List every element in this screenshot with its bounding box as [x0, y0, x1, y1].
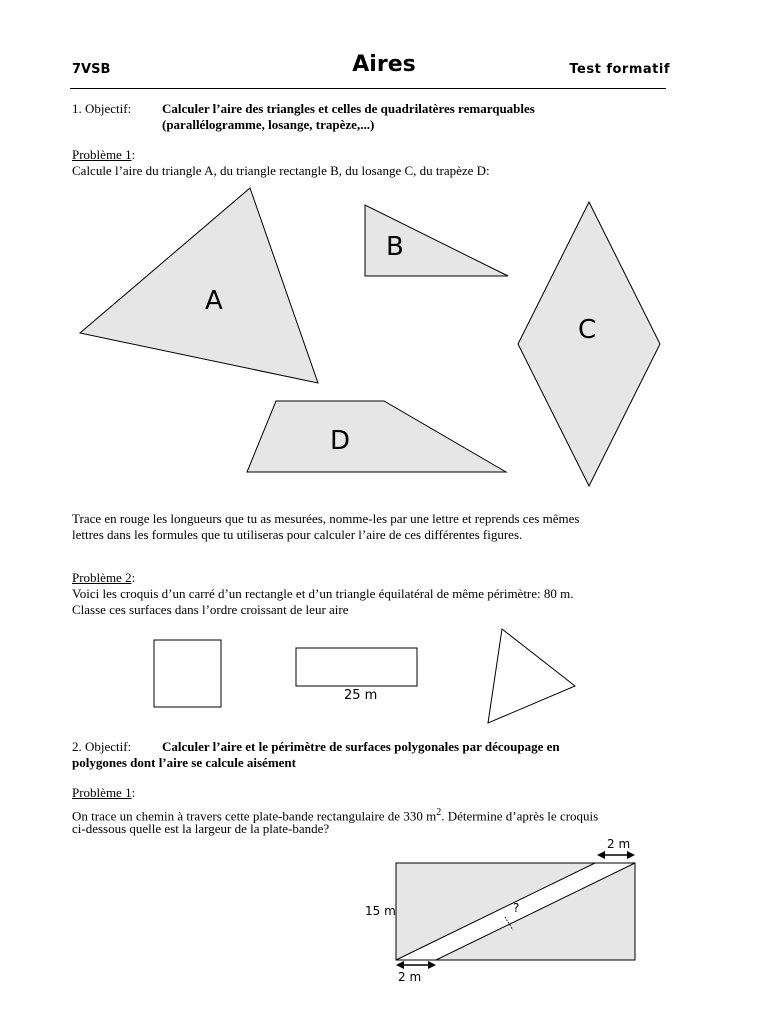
- label-d: D: [330, 426, 351, 456]
- section2-objective-line2: polygones dont l’aire se calcule aisément: [72, 755, 296, 770]
- section1-label: 1. Objectif:: [72, 101, 132, 116]
- section2-problem1-heading: [72, 785, 135, 801]
- label-b: B: [386, 232, 404, 262]
- problem1-title: Problème 1: [72, 147, 132, 162]
- section2-problem1-title: Problème 1: [72, 785, 132, 800]
- triangle-sketch: [488, 629, 575, 723]
- problem1-text: Calcule l’aire du triangle A, du triangle rectangle B, du losange C, du trapèze D:: [72, 163, 490, 178]
- section2-problem1-colon: :: [131, 785, 136, 800]
- section1-objective-line1: Calculer l’aire des triangles et celles de quadrilatères remarquables: [162, 101, 535, 116]
- bottom-width-label: 2 m: [398, 970, 422, 984]
- instruction-line1: Trace en rouge les longueurs que tu as mesurées, nomme-les par une lettre et reprends ces mêmes: [72, 511, 580, 526]
- class-code: 7VSB: [72, 62, 111, 77]
- text-line1-part-b: . Détermine d’après le croquis: [441, 808, 599, 824]
- unknown-width-label: ?: [513, 901, 520, 915]
- problem1-colon: :: [131, 147, 136, 162]
- section2-problem1-text-line2: ci-dessous quelle est la largeur de la plate-bande?: [72, 821, 330, 836]
- text-line1-part-a: On trace un chemin à travers cette plate-bande rectangulaire de 330 m: [72, 808, 437, 824]
- square-sketch: [154, 640, 221, 707]
- label-a: A: [205, 286, 223, 316]
- section1-objective-line2: (parallélogramme, losange, trapèze,...): [162, 117, 375, 132]
- triangle-a: [80, 188, 318, 383]
- test-type: Test formatif: [569, 62, 670, 77]
- section2-label: 2. Objectif:: [72, 739, 132, 754]
- problem2-text-line2: Classe ces surfaces dans l’ordre croissant de leur aire: [72, 602, 349, 617]
- top-dimension-arrow: [597, 851, 635, 859]
- height-label: 15 m: [365, 904, 396, 918]
- problem2-heading: [72, 570, 135, 586]
- bottom-dimension-arrow: [396, 961, 436, 969]
- problem2-text-line1: Voici les croquis d’un carré d’un rectangle et d’un triangle équilatéral de même périmètre: 80 m.: [72, 586, 574, 601]
- page-title: Aires: [352, 52, 416, 77]
- section2-objective-line1: Calculer l’aire et le périmètre de surfaces polygonales par découpage en: [162, 739, 560, 754]
- rect-dimension-label: 25 m: [344, 688, 378, 703]
- top-width-label: 2 m: [607, 837, 631, 851]
- problem2-title: Problème 2: [72, 570, 132, 585]
- trapezoid-d: [247, 401, 506, 472]
- text-line1-superscript: 2: [436, 807, 442, 818]
- problem2-colon: :: [131, 570, 136, 585]
- rectangle-sketch: [296, 648, 417, 686]
- instruction-line2: lettres dans les formules que tu utiliseras pour calculer l’aire de ces différentes figures.: [72, 527, 523, 542]
- label-c: C: [578, 315, 597, 345]
